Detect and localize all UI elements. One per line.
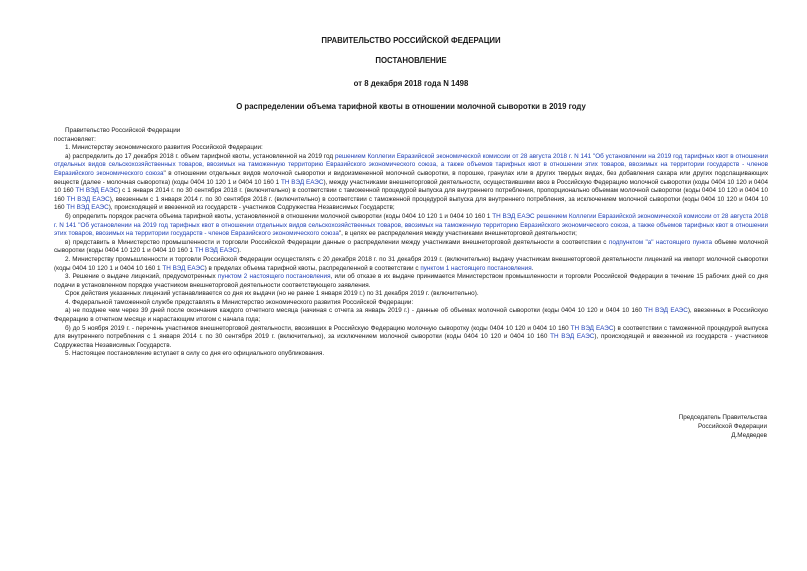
text: б) определить порядок расчета объема тарифной квоты, установленной в отношении молочной сыворотки (коды 0404 10 120 1 и 0404 10 160 1: [65, 212, 493, 220]
tnved-link[interactable]: ТН ВЭД ЕАЭС: [66, 195, 110, 203]
document-body: [54, 127, 768, 359]
tnved-link[interactable]: ТН ВЭД ЕАЭС: [550, 333, 595, 341]
text: а) распределить до 17 декабря 2018 г. объем тарифной квоты, установленной на 2019 год: [65, 152, 335, 160]
point-2-link[interactable]: пунктом 2 настоящего постановления: [217, 273, 331, 281]
paragraph-4b: [54, 325, 768, 351]
paragraph: 4. Федеральной таможенной службе представлять в Министерство экономического развития Российской Федерации:: [65, 298, 414, 306]
tnved-link[interactable]: ТН ВЭД ЕАЭС: [280, 178, 324, 186]
paragraph-3: [54, 273, 768, 290]
signature-position: Председатель Правительства: [678, 414, 767, 421]
text: " в отношении отдельных видов молочной сыворотки и видоизмененной молочной сыворотки, в порошке, гранулах или в других твердых видах, без добавления сахара или других подслащивающих веществ (далее - молочная сыворотка) (коды 0404 10 120 1 и 0404 10 160 1: [54, 169, 769, 186]
eec-decision-link[interactable]: решением Коллегии Евразийской экономической комиссии от 28 августа 2018 г. N 141 "Об установлении на 2019 год тарифных квот в отношении отдельных видов сельскохозяйственных товаров, ввозимых на таможенную территорию Евразийского экономического союза, а также объемов тарифных квот в отношении этих товаров, ввозимых на территории государств - членов Евразийского экономического союза: [54, 212, 769, 238]
point-1-link[interactable]: пунктом 1 настоящего постановления: [420, 264, 532, 272]
signature-block: [679, 413, 767, 440]
tnved-link[interactable]: ТН ВЭД ЕАЭС: [66, 204, 109, 212]
text: ), происходящей и ввезенной из государств - участников Содружества Независимых Государств;: [108, 204, 395, 212]
text: 3. Решение о выдаче лицензий, предусмотренных: [65, 273, 218, 281]
tnved-link[interactable]: ТН ВЭД ЕАЭС: [492, 212, 535, 220]
subparagraph-a-link[interactable]: подпунктом "а" настоящего пункта: [608, 238, 713, 246]
text: б) до 5 ноября 2019 г. - перечень участников внешнеторговой деятельности, ввозивших в Российскую Федерацию молочную сыворотку (коды 0404 10 120 и 0404 10 160: [65, 324, 571, 332]
tnved-link[interactable]: ТН ВЭД ЕАЭС: [194, 247, 238, 255]
paragraph-1a: [54, 153, 768, 213]
document-page: [54, 30, 768, 359]
text: ) в пределах объема тарифной квоты, распределенной в соответствии с: [204, 264, 421, 272]
paragraph-4a: [54, 307, 768, 324]
tnved-link[interactable]: ТН ВЭД ЕАЭС: [644, 307, 688, 315]
text: объеме молочной сыворотки (коды 0404 10 120 1 и 0404 10 160 1: [54, 238, 769, 255]
text: ), ввезенных в Российскую Федерацию в отчетном месяце и нарастающим итогом с начала года;: [54, 307, 768, 324]
paragraph: 1. Министерству экономического развития Российской Федерации:: [65, 144, 263, 152]
paragraph-1c: [54, 239, 768, 256]
paragraph-2: [54, 256, 768, 273]
tnved-link[interactable]: ТН ВЭД ЕАЭС: [162, 264, 205, 272]
document-title: О распределении объема тарифной квоты в отношении молочной сыворотки в 2019 году: [236, 102, 586, 111]
text: а) не позднее чем через 39 дней после окончания каждого отчетного месяца (начиная с отчета за январь 2019 г.) - данные об объемах молочной сыворотки (коды 0404 10 120 и 0404 10 160: [65, 307, 645, 315]
document-type: ПОСТАНОВЛЕНИЕ: [375, 56, 447, 65]
text: ), происходящей и ввезенной из государств - участников Содружества Независимых Государств.: [54, 333, 768, 349]
text: ) в соответствии с таможенной процедурой выпуска для внутреннего потребления с 1 января 2014 г. по 30 сентября 2019 г. (включительно), за исключением молочной сыворотки (коды 0404 10 120 и 0404 10 160: [54, 324, 768, 341]
document-date-number: от 8 декабря 2018 года N 1498: [353, 79, 469, 88]
text: ).: [237, 247, 242, 255]
paragraph: постановляет:: [54, 135, 96, 143]
text: ) с 1 января 2014 г. по 30 сентября 2018 г. (включительно) в соответствии с таможенной процедурой выпуска для внутреннего потребления, пропорционально объемам молочной сыворотки (коды 0404 10 120 и 0404 10 160: [54, 187, 768, 203]
eec-decision-link[interactable]: решением Коллегии Евразийской экономической комиссии от 28 августа 2018 г. N 141 "Об установлении на 2019 год тарифных квот в отношении отдельных видов сельскохозяйственных товаров, ввозимых на таможенную территорию Евразийского экономического союза, а также объемов тарифных квот в отношении этих товаров, ввозимых на территории государств - членов Евразийского экономического союза: [54, 152, 768, 177]
text: ", в целях ее распределения между участниками внешнеторговой деятельности;: [338, 230, 577, 238]
government-heading: ПРАВИТЕЛЬСТВО РОССИЙСКОЙ ФЕДЕРАЦИИ: [321, 36, 501, 45]
signature-name: Д.Медведев: [731, 432, 767, 439]
paragraph: 5. Настоящее постановление вступает в силу со дня его официального опубликования.: [65, 350, 325, 358]
text: ), между участниками внешнеторговой деятельности, осуществившими ввоз в Российскую Федерацию молочной сыворотки (коды 0404 10 120 и 0404 10 160: [54, 178, 769, 195]
text: 2. Министерству промышленности и торговли Российской Федерации осуществлять с 20 декабря 2018 г. по 31 декабря 2019 г. (включительно) выдачу участникам внешнеторговой деятельности лицензий на импорт молочной сыворотки (коды 0404 10 120 1 и 0404 10 160 1: [54, 255, 768, 272]
paragraph: Срок действия указанных лицензий устанавливается со дня их выдачи (но не ранее 1 января 2019 г.) по 31 декабря 2019 г. (включительно).: [65, 290, 479, 298]
tnved-link[interactable]: ТН ВЭД ЕАЭС: [570, 324, 614, 332]
paragraph-1b: [54, 213, 768, 239]
text: .: [531, 264, 534, 272]
text: в) представить в Министерство промышленности и торговли Российской Федерации данные о распределении между участниками внешнеторговой деятельности в соответствии с: [65, 238, 609, 246]
text: , или об отказе в их выдаче принимается Министерством промышленности и торговли Российской Федерации в течение 15 рабочих дней со дня подачи в установленном порядке участником внешнеторговой деятельности соответствующего заявления.: [54, 273, 768, 289]
paragraph: Правительство Российской Федерации: [65, 127, 181, 134]
text: ), ввезенным с 1 января 2014 г. по 30 сентября 2018 г. (включительно) в соответствии с таможенной процедурой выпуска для внутреннего потребления, за исключением молочной сыворотки (коды 0404 10 120 и 0404 10 160: [54, 195, 768, 212]
signature-org: Российской Федерации: [698, 423, 767, 430]
tnved-link[interactable]: ТН ВЭД ЕАЭС: [75, 187, 119, 195]
